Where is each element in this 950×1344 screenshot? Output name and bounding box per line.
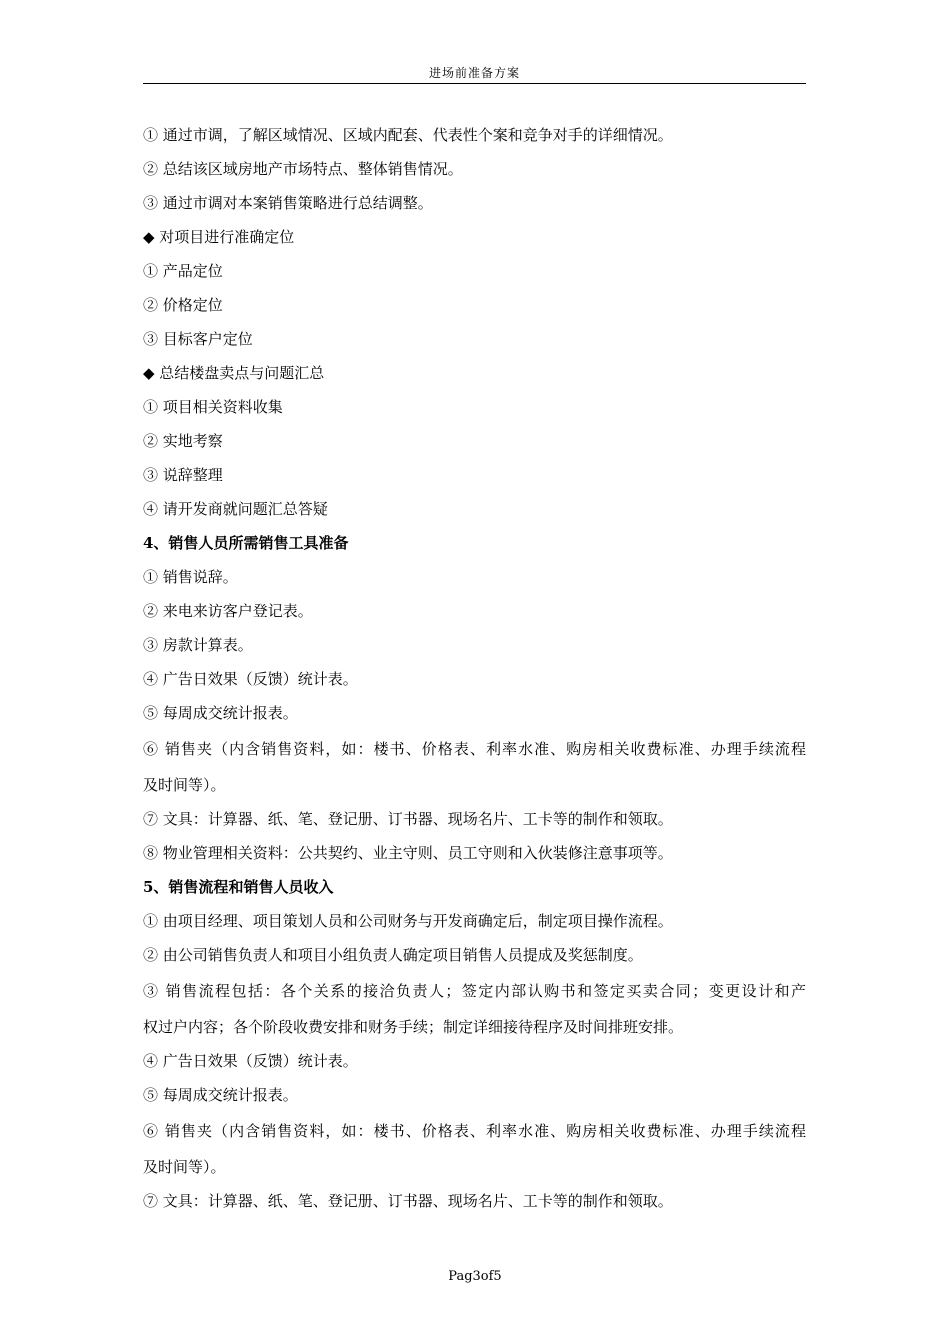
list-item: ③ 说辞整理: [143, 466, 223, 484]
list-item: ② 价格定位: [143, 296, 223, 314]
list-item: ① 销售说辞。: [143, 568, 238, 586]
list-item: ③ 通过市调对本案销售策略进行总结调整。: [143, 194, 433, 212]
list-item: ② 总结该区域房地产市场特点、整体销售情况。: [143, 160, 463, 178]
list-item: ⑥ 销售夹（内含销售资料，如：楼书、价格表、利率水准、购房相关收费标准、办理手续流程: [143, 740, 806, 758]
list-item: ⑧ 物业管理相关资料：公共契约、业主守则、员工守则和入伙装修注意事项等。: [143, 844, 673, 862]
list-item: ② 来电来访客户登记表。: [143, 602, 313, 620]
list-item: ③ 目标客户定位: [143, 330, 253, 348]
list-item: ③ 销售流程包括：各个关系的接洽负责人；签定内部认购书和签定买卖合同；变更设计和产: [143, 982, 806, 1000]
list-item: ② 由公司销售负责人和项目小组负责人确定项目销售人员提成及奖惩制度。: [143, 946, 643, 964]
section-heading: 5、销售流程和销售人员收入: [143, 878, 334, 896]
list-item: ① 产品定位: [143, 262, 223, 280]
header-divider: [143, 83, 806, 84]
list-item: ① 由项目经理、项目策划人员和公司财务与开发商确定后，制定项目操作流程。: [143, 912, 673, 930]
section-heading: 4、销售人员所需销售工具准备: [143, 534, 349, 552]
document-body: [143, 118, 806, 1218]
list-item: ③ 房款计算表。: [143, 636, 253, 654]
page-number: Pag3of5: [448, 1269, 502, 1284]
bullet-heading: ◆ 对项目进行准确定位: [143, 228, 295, 246]
list-item-continuation: 及时间等）。: [143, 1158, 226, 1176]
list-item-continuation: 及时间等）。: [143, 776, 226, 794]
list-item: ⑤ 每周成交统计报表。: [143, 704, 298, 722]
list-item: ④ 请开发商就问题汇总答疑: [143, 500, 328, 518]
list-item: ⑦ 文具：计算器、纸、笔、登记册、订书器、现场名片、工卡等的制作和领取。: [143, 810, 673, 828]
list-item: ⑦ 文具：计算器、纸、笔、登记册、订书器、现场名片、工卡等的制作和领取。: [143, 1192, 673, 1210]
list-item: ④ 广告日效果（反馈）统计表。: [143, 1052, 358, 1070]
list-item: ④ 广告日效果（反馈）统计表。: [143, 670, 358, 688]
list-item: ⑤ 每周成交统计报表。: [143, 1086, 298, 1104]
list-item: ② 实地考察: [143, 432, 223, 450]
list-item: ① 项目相关资料收集: [143, 398, 283, 416]
page-header-title: 进场前准备方案: [428, 66, 520, 80]
list-item-continuation: 权过户内容；各个阶段收费安排和财务手续；制定详细接待程序及时间排班安排。: [143, 1018, 684, 1036]
list-item: ⑥ 销售夹（内含销售资料，如：楼书、价格表、利率水准、购房相关收费标准、办理手续流程: [143, 1122, 806, 1140]
bullet-heading: ◆ 总结楼盘卖点与问题汇总: [143, 364, 325, 382]
list-item: ① 通过市调，了解区域情况、区域内配套、代表性个案和竞争对手的详细情况。: [143, 126, 673, 144]
